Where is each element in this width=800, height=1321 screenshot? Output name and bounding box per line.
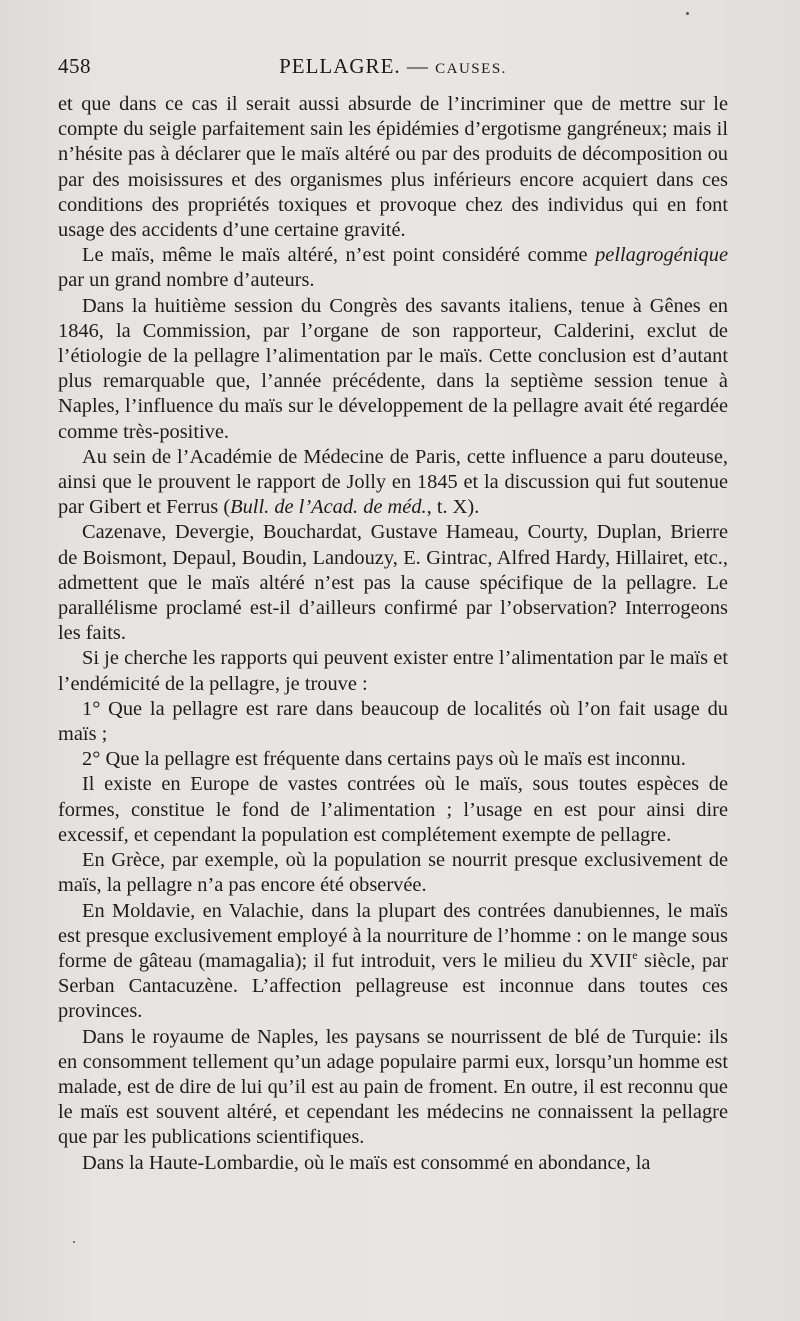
superscript: e (632, 948, 638, 963)
paragraph: et que dans ce cas il serait aussi absurde de l’incriminer que de mettre sur le compte du seigle parfaitement sain les épidémies d’ergotisme gangréneux; mais il n’hésite pas à déclarer que le maïs altéré ou par des produits de décomposition ou par des moisissures et des organismes plus inférieurs encore acquiert dans ces conditions des propriétés toxiques et provoque chez des individus qui en font usage des accidents d’une certaine gravité. (58, 93, 728, 242)
page-number: 458 (58, 54, 91, 78)
running-head (58, 54, 728, 79)
paragraph: Au sein de l’Académie de Médecine de Paris, cette influence a paru douteuse, ainsi que le prouvent le rapport de Jolly en 1845 et la discussion qui fut soutenue par Gibert et Ferrus (Bull. de l’Acad. de méd., t. X). (58, 445, 728, 519)
running-head-dash: — (406, 54, 429, 78)
paragraph: Dans la Haute-Lombardie, où le maïs est consommé en abondance, la (82, 1151, 651, 1174)
page-header (58, 54, 728, 84)
paragraph: Le maïs, même le maïs altéré, n’est point considéré comme pellagrogénique par un grand nombre d’auteurs. (58, 244, 728, 292)
paper-speck (686, 12, 689, 15)
paragraph: Cazenave, Devergie, Bouchardat, Gustave Hameau, Courty, Duplan, Brierre de Boismont, Depaul, Boudin, Landouzy, E. Gintrac, Alfred Hardy, Hillairet, etc., admettent que le maïs altéré n’est pas la cause spécifique de la pellagre. Le parallélisme proclamé est-il d’ailleurs confirmé par l’observation? Interrogeons les faits. (58, 521, 728, 645)
paragraph: En Grèce, par exemple, où la population se nourrit presque exclusivement de maïs, la pellagre n’a pas encore été observée. (58, 849, 728, 897)
paragraph: Si je cherche les rapports qui peuvent exister entre l’alimentation par le maïs et l’endémicité de la pellagre, je trouve : (58, 647, 728, 695)
paragraph: En Moldavie, en Valachie, dans la plupart des contrées danubiennes, le maïs est presque exclusivement employé à la nourriture de l’homme : on le mange sous forme de gâteau (mamagalia); il fut introduit, vers le milieu du XVIIe siècle, par Serban Cantacuzène. L’affection pellagreuse est inconnue dans toutes ces provinces. (58, 899, 728, 1023)
paper-speck (73, 1241, 75, 1243)
paragraph: Il existe en Europe de vastes contrées où le maïs, sous toutes espèces de formes, constitue le fond de l’alimentation ; l’usage en est pour ainsi dire excessif, et cependant la population est complétement exempte de pellagre. (58, 773, 728, 846)
running-head-title: PELLAGRE. (279, 54, 401, 78)
running-head-section: CAUSES. (435, 61, 507, 77)
paragraph: 1° Que la pellagre est rare dans beaucoup de localités où l’on fait usage du maïs ; (58, 697, 728, 746)
body-text (58, 92, 728, 1176)
paragraph: Dans la huitième session du Congrès des savants italiens, tenue à Gênes en 1846, la Commission, par l’organe de son rapporteur, Calderini, exclut de l’étiologie de la pellagre l’alimentation par le maïs. Cette conclusion est d’autant plus remarquable que, l’année précédente, dans la septième session tenue à Naples, l’influence du maïs sur le développement de la pellagre avait été regardée comme très-positive. (58, 294, 728, 443)
citation: Bull. de l’Acad. de méd. (230, 496, 427, 519)
italic-term: pellagrogénique (595, 244, 728, 267)
paragraph: Dans le royaume de Naples, les paysans se nourrissent de blé de Turquie: ils en consomment tellement qu’un adage populaire parmi eux, lorsqu’un homme est malade, est de dire de lui qu’il est au pain de froment. En outre, il est reconnu que le maïs est souvent altéré, et cependant les médecins ne connaissent la pellagre que par les publications scientifiques. (58, 1025, 728, 1149)
paragraph: 2° Que la pellagre est fréquente dans certains pays où le maïs est inconnu. (82, 748, 686, 771)
